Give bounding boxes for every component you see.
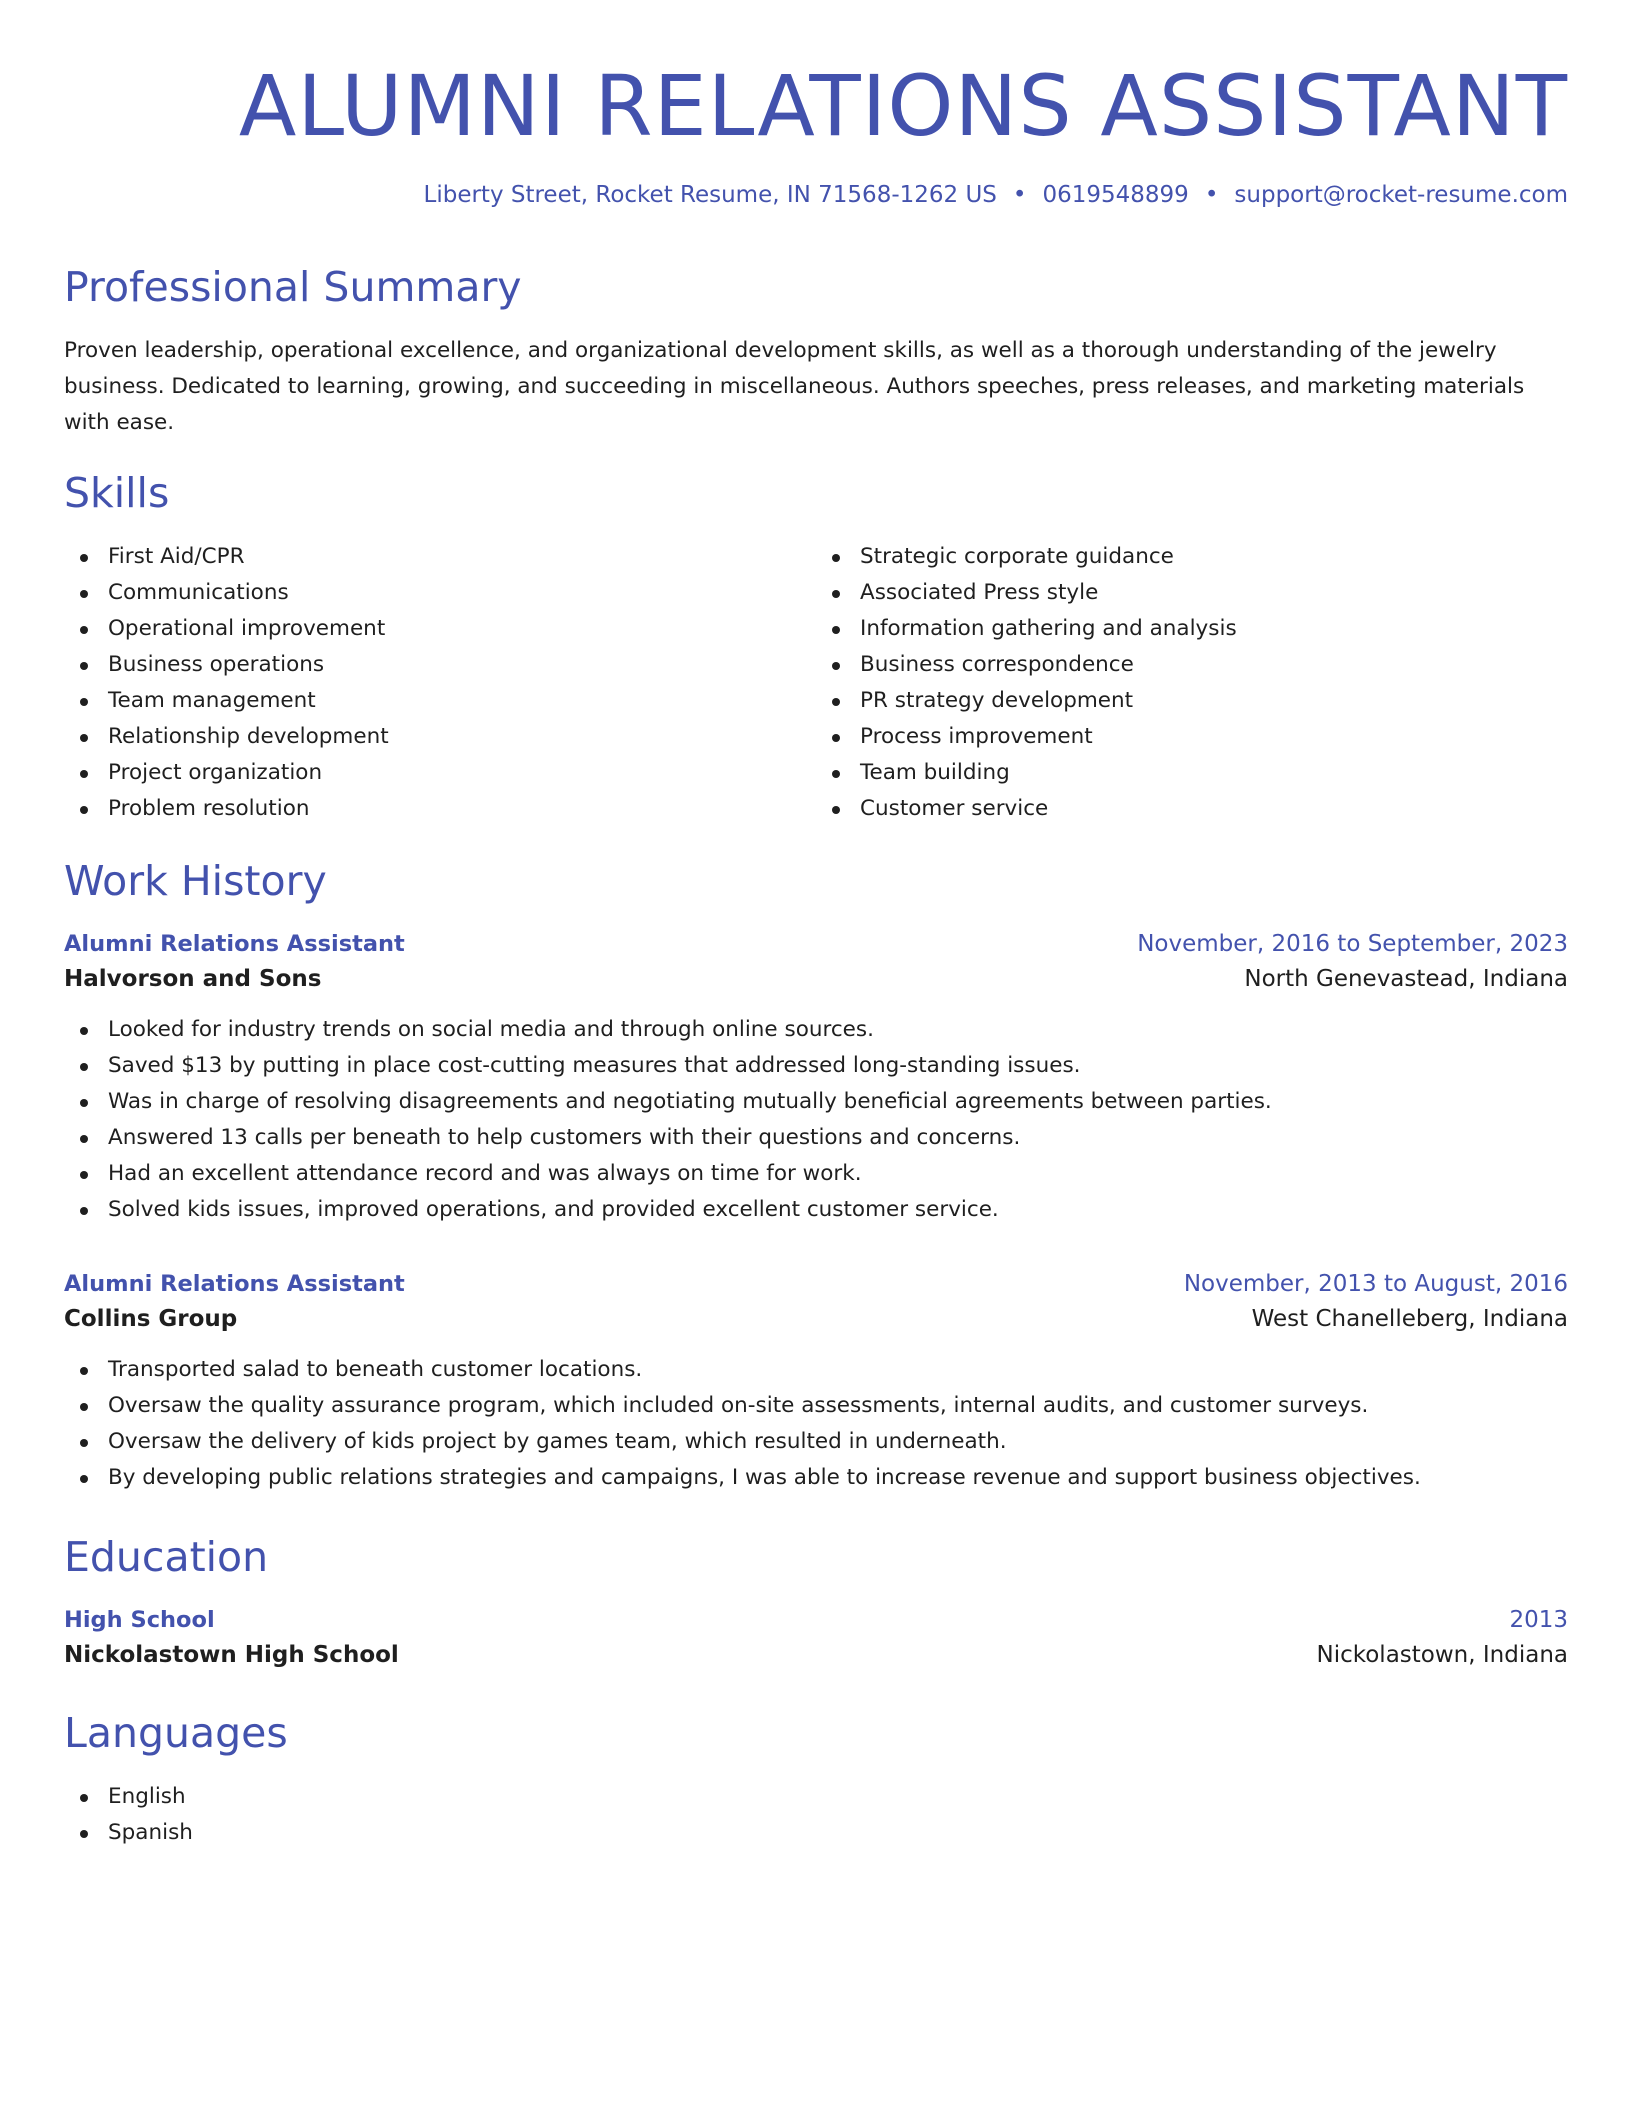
contact-separator: •	[1204, 182, 1219, 208]
bullet-icon	[832, 734, 840, 742]
bullet-icon	[80, 1830, 88, 1838]
bullet-icon	[80, 1367, 88, 1375]
contact-line	[424, 180, 1568, 210]
list-item: Was in charge of resolving disagreements and negotiating mutually beneficial agreements between parties.	[64, 1084, 1568, 1120]
job-company: Collins Group	[64, 1306, 238, 1332]
bullet-icon	[80, 1403, 88, 1411]
list-item: Problem resolution	[64, 791, 816, 827]
bullet-icon	[832, 626, 840, 634]
section-title-work-history: Work History	[64, 857, 327, 905]
bullet-icon	[80, 806, 88, 814]
bullet-icon	[832, 698, 840, 706]
work-entry-subheader	[64, 1300, 1568, 1338]
list-item: English	[64, 1779, 1568, 1815]
section-title-education: Education	[64, 1533, 269, 1581]
job-location: North Genevastead, Indiana	[1244, 966, 1568, 992]
work-entry	[64, 1268, 1568, 1496]
job-dates: November, 2016 to September, 2023	[1137, 931, 1568, 957]
section-title-skills: Skills	[64, 469, 170, 517]
list-item: Business correspondence	[816, 647, 1568, 683]
list-item: Had an excellent attendance record and was always on time for work.	[64, 1156, 1568, 1192]
job-location: West Chanelleberg, Indiana	[1251, 1306, 1568, 1332]
list-item: Saved $13 by putting in place cost-cutting measures that addressed long-standing issues.	[64, 1048, 1568, 1084]
skills-list-left	[64, 539, 816, 827]
list-item: Project organization	[64, 755, 816, 791]
summary-text: Proven leadership, operational excellence, and organizational development skills, as well as a thorough understanding of the jewelry business. Dedicated to learning, growing, and succeeding in miscellaneous. Authors speeches, press releases, and marketing materials with ease.	[64, 338, 1525, 435]
job-bullets	[64, 1012, 1568, 1228]
list-item: Team management	[64, 683, 816, 719]
skills-column-left	[64, 539, 816, 827]
education-entry-subheader	[64, 1636, 1568, 1674]
list-item: Customer service	[816, 791, 1568, 827]
list-item: Operational improvement	[64, 611, 816, 647]
bullet-icon	[80, 662, 88, 670]
bullet-icon	[832, 554, 840, 562]
bullet-icon	[80, 554, 88, 562]
bullet-icon	[80, 1439, 88, 1447]
list-item: Associated Press style	[816, 575, 1568, 611]
bullet-icon	[80, 626, 88, 634]
resume-name: ALUMNI RELATIONS ASSISTANT	[238, 57, 1568, 155]
languages-list	[64, 1779, 1568, 1851]
bullet-icon	[80, 1171, 88, 1179]
bullet-icon	[80, 734, 88, 742]
bullet-icon	[832, 662, 840, 670]
job-dates: November, 2013 to August, 2016	[1183, 1271, 1568, 1297]
list-item: Transported salad to beneath customer locations.	[64, 1352, 1568, 1388]
education-school: Nickolastown High School	[64, 1642, 399, 1668]
contact-address: Liberty Street, Rocket Resume, IN 71568-1262 US	[423, 182, 997, 208]
list-item: Team building	[816, 755, 1568, 791]
contact-separator: •	[1012, 182, 1027, 208]
education-entry	[64, 1604, 1568, 1674]
education-degree: High School	[64, 1607, 215, 1633]
education-location: Nickolastown, Indiana	[1316, 1642, 1568, 1668]
work-entry-header	[64, 1268, 1568, 1300]
job-title: Alumni Relations Assistant	[64, 931, 405, 957]
bullet-icon	[832, 590, 840, 598]
job-company: Halvorson and Sons	[64, 966, 322, 992]
bullet-icon	[832, 770, 840, 778]
job-title: Alumni Relations Assistant	[64, 1271, 405, 1297]
section-title-summary: Professional Summary	[64, 263, 522, 311]
work-entry-subheader	[64, 960, 1568, 998]
education-year: 2013	[1509, 1607, 1568, 1633]
list-item: Answered 13 calls per beneath to help customers with their questions and concerns.	[64, 1120, 1568, 1156]
list-item: Oversaw the delivery of kids project by games team, which resulted in underneath.	[64, 1424, 1568, 1460]
list-item: Information gathering and analysis	[816, 611, 1568, 647]
section-title-languages: Languages	[64, 1709, 288, 1757]
list-item: Looked for industry trends on social media and through online sources.	[64, 1012, 1568, 1048]
education-entry-header	[64, 1604, 1568, 1636]
list-item: Solved kids issues, improved operations, and provided excellent customer service.	[64, 1192, 1568, 1228]
list-item: Oversaw the quality assurance program, which included on-site assessments, internal audits, and customer surveys.	[64, 1388, 1568, 1424]
skills-column-right	[816, 539, 1568, 827]
list-item: First Aid/CPR	[64, 539, 816, 575]
bullet-icon	[80, 1135, 88, 1143]
list-item: Strategic corporate guidance	[816, 539, 1568, 575]
list-item: Spanish	[64, 1815, 1568, 1851]
skills-list-right	[816, 539, 1568, 827]
list-item: By developing public relations strategies and campaigns, I was able to increase revenue and support business objectives.	[64, 1460, 1568, 1496]
bullet-icon	[832, 806, 840, 814]
bullet-icon	[80, 698, 88, 706]
job-bullets	[64, 1352, 1568, 1496]
bullet-icon	[80, 770, 88, 778]
contact-email: support@rocket-resume.com	[1234, 182, 1568, 208]
list-item: Business operations	[64, 647, 816, 683]
list-item: Relationship development	[64, 719, 816, 755]
list-item: PR strategy development	[816, 683, 1568, 719]
skills-columns	[64, 539, 1568, 827]
contact-phone: 0619548899	[1042, 182, 1189, 208]
bullet-icon	[80, 1063, 88, 1071]
work-entry-header	[64, 928, 1568, 960]
bullet-icon	[80, 1099, 88, 1107]
bullet-icon	[80, 1027, 88, 1035]
bullet-icon	[80, 590, 88, 598]
bullet-icon	[80, 1207, 88, 1215]
work-entry	[64, 928, 1568, 1228]
bullet-icon	[80, 1794, 88, 1802]
bullet-icon	[80, 1475, 88, 1483]
list-item: Communications	[64, 575, 816, 611]
list-item: Process improvement	[816, 719, 1568, 755]
